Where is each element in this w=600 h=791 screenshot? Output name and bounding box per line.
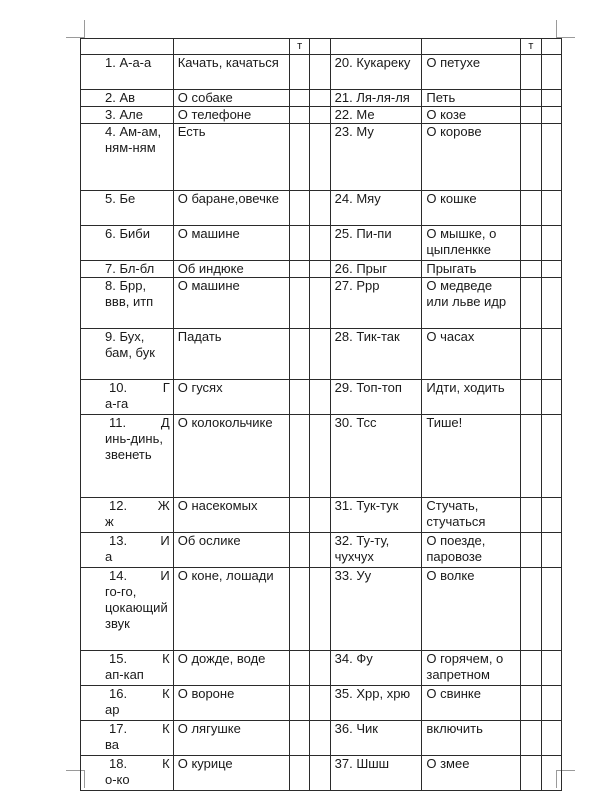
empty-cell <box>310 261 330 278</box>
table-row <box>81 124 562 191</box>
left-word-head <box>85 651 170 667</box>
table-row <box>81 226 562 261</box>
left-word-number: 10. <box>109 380 128 395</box>
left-word <box>81 568 174 651</box>
header-cell <box>330 39 422 55</box>
empty-cell <box>521 191 541 226</box>
empty-cell <box>289 498 309 533</box>
right-word: 31. Тук-тук <box>330 498 422 533</box>
empty-cell <box>310 498 330 533</box>
empty-cell <box>289 380 309 415</box>
left-word-head <box>85 721 170 737</box>
table-row <box>81 107 562 124</box>
left-meaning: О вороне <box>173 686 289 721</box>
table-row <box>81 261 562 278</box>
empty-cell <box>541 107 561 124</box>
empty-cell <box>289 329 309 380</box>
empty-cell <box>541 55 561 90</box>
left-word: 7. Бл-бл <box>81 261 174 278</box>
empty-cell <box>541 124 561 191</box>
right-meaning: О медведе или льве идр <box>422 278 521 329</box>
left-word-head <box>85 415 170 431</box>
header-mark-right: т <box>521 39 541 55</box>
right-meaning: О змее <box>422 756 521 791</box>
table-row <box>81 55 562 90</box>
empty-cell <box>289 55 309 90</box>
left-word: 3. Але <box>81 107 174 124</box>
left-meaning: О телефоне <box>173 107 289 124</box>
empty-cell <box>521 278 541 329</box>
empty-cell <box>289 721 309 756</box>
left-word-first-letter: К <box>162 756 170 771</box>
right-word: 20. Кукареку <box>330 55 422 90</box>
empty-cell <box>310 651 330 686</box>
right-word: 35. Хрр, хрю <box>330 686 422 721</box>
left-word-rest: ар <box>105 702 120 717</box>
left-meaning: Об индюке <box>173 261 289 278</box>
empty-cell <box>521 415 541 498</box>
left-word-rest: а-га <box>105 396 129 411</box>
right-meaning: О волке <box>422 568 521 651</box>
left-meaning: О баране,овечке <box>173 191 289 226</box>
left-meaning: Есть <box>173 124 289 191</box>
empty-cell <box>541 533 561 568</box>
right-meaning: О корове <box>422 124 521 191</box>
left-meaning: О насекомых <box>173 498 289 533</box>
header-cell <box>310 39 330 55</box>
empty-cell <box>541 756 561 791</box>
left-word-head <box>85 756 170 772</box>
right-word: 27. Ррр <box>330 278 422 329</box>
left-word-number: 15. <box>109 651 128 666</box>
empty-cell <box>541 90 561 107</box>
left-meaning: О дожде, воде <box>173 651 289 686</box>
left-word-number: 13. <box>109 533 128 548</box>
empty-cell <box>310 278 330 329</box>
left-word-head <box>85 533 170 549</box>
left-word-first-letter: К <box>162 686 170 701</box>
empty-cell <box>289 651 309 686</box>
left-word-first-letter: И <box>160 568 170 583</box>
empty-cell <box>521 261 541 278</box>
left-word-rest: го-го, цокающий звук <box>105 584 168 631</box>
empty-cell <box>289 278 309 329</box>
empty-cell <box>541 380 561 415</box>
left-word <box>81 498 174 533</box>
empty-cell <box>521 329 541 380</box>
left-word <box>81 380 174 415</box>
left-meaning: О машине <box>173 226 289 261</box>
empty-cell <box>289 90 309 107</box>
empty-cell <box>541 329 561 380</box>
left-word <box>81 533 174 568</box>
left-word: 5. Бе <box>81 191 174 226</box>
empty-cell <box>541 415 561 498</box>
header-cell <box>422 39 521 55</box>
left-word-head <box>85 498 170 514</box>
crop-mark-top-right <box>556 20 557 38</box>
right-word: 36. Чик <box>330 721 422 756</box>
right-word: 34. Фу <box>330 651 422 686</box>
table-row <box>81 415 562 498</box>
header-cell <box>541 39 561 55</box>
left-word-first-letter: Д <box>160 415 170 430</box>
right-meaning: О петухе <box>422 55 521 90</box>
right-meaning: О кошке <box>422 191 521 226</box>
right-word: 23. Му <box>330 124 422 191</box>
right-meaning: Идти, ходить <box>422 380 521 415</box>
left-word: 4. Ам-ам, ням-ням <box>81 124 174 191</box>
empty-cell <box>310 415 330 498</box>
empty-cell <box>521 568 541 651</box>
left-word: 9. Бух, бам, бук <box>81 329 174 380</box>
left-word: 8. Брр, ввв, итп <box>81 278 174 329</box>
table-row <box>81 686 562 721</box>
header-cell <box>173 39 289 55</box>
right-meaning: Петь <box>422 90 521 107</box>
left-word <box>81 651 174 686</box>
left-word-number: 18. <box>109 756 128 771</box>
left-word-first-letter: И <box>160 533 170 548</box>
empty-cell <box>289 533 309 568</box>
onomatopoeia-table <box>80 38 562 791</box>
table-header-row <box>81 39 562 55</box>
left-word-rest: о-ко <box>105 772 130 787</box>
empty-cell <box>521 498 541 533</box>
left-meaning: О лягушке <box>173 721 289 756</box>
right-word: 28. Тик-так <box>330 329 422 380</box>
right-word: 21. Ля-ля-ля <box>330 90 422 107</box>
empty-cell <box>521 90 541 107</box>
right-word: 26. Прыг <box>330 261 422 278</box>
table-row <box>81 329 562 380</box>
empty-cell <box>521 756 541 791</box>
empty-cell <box>541 568 561 651</box>
table-row <box>81 90 562 107</box>
left-word: 1. А-а-а <box>81 55 174 90</box>
left-meaning: Качать, качаться <box>173 55 289 90</box>
empty-cell <box>289 124 309 191</box>
empty-cell <box>521 55 541 90</box>
right-meaning: Прыгать <box>422 261 521 278</box>
left-meaning: О курице <box>173 756 289 791</box>
empty-cell <box>289 226 309 261</box>
header-mark-left: т <box>289 39 309 55</box>
right-meaning: О поезде, паровозе <box>422 533 521 568</box>
right-word: 33. Уу <box>330 568 422 651</box>
empty-cell <box>289 191 309 226</box>
right-meaning: Тише! <box>422 415 521 498</box>
empty-cell <box>310 124 330 191</box>
empty-cell <box>541 651 561 686</box>
empty-cell <box>310 686 330 721</box>
left-meaning: О собаке <box>173 90 289 107</box>
empty-cell <box>541 721 561 756</box>
left-word-number: 12. <box>109 498 128 513</box>
empty-cell <box>541 191 561 226</box>
table-row <box>81 533 562 568</box>
right-meaning: Стучать, стучаться <box>422 498 521 533</box>
empty-cell <box>289 415 309 498</box>
left-word-head <box>85 686 170 702</box>
empty-cell <box>521 686 541 721</box>
table-row <box>81 380 562 415</box>
right-word: 24. Мяу <box>330 191 422 226</box>
empty-cell <box>521 721 541 756</box>
left-meaning: О гусях <box>173 380 289 415</box>
empty-cell <box>310 721 330 756</box>
left-word-first-letter: Г <box>162 380 170 395</box>
left-word-first-letter: К <box>162 651 170 666</box>
empty-cell <box>289 261 309 278</box>
left-word-number: 16. <box>109 686 128 701</box>
table-row <box>81 498 562 533</box>
empty-cell <box>541 686 561 721</box>
left-word-rest: а <box>105 549 113 564</box>
left-word-number: 17. <box>109 721 128 736</box>
right-meaning: О горячем, о запретном <box>422 651 521 686</box>
left-word-rest: инь-динь, звенеть <box>105 431 163 462</box>
table-row <box>81 278 562 329</box>
left-meaning: О колокольчике <box>173 415 289 498</box>
left-word-rest: ап-кап <box>105 667 144 682</box>
left-word: 6. Биби <box>81 226 174 261</box>
right-meaning: включить <box>422 721 521 756</box>
right-meaning: О часах <box>422 329 521 380</box>
crop-mark-top-left <box>84 20 85 38</box>
right-word: 29. Топ-топ <box>330 380 422 415</box>
table-row <box>81 721 562 756</box>
empty-cell <box>521 651 541 686</box>
right-meaning: О свинке <box>422 686 521 721</box>
empty-cell <box>541 226 561 261</box>
empty-cell <box>521 107 541 124</box>
table-row <box>81 651 562 686</box>
left-word-first-letter: К <box>162 721 170 736</box>
left-word-first-letter: Ж <box>157 498 170 513</box>
left-word-head <box>85 568 170 584</box>
left-word-rest: ва <box>105 737 119 752</box>
empty-cell <box>521 533 541 568</box>
empty-cell <box>521 226 541 261</box>
empty-cell <box>289 756 309 791</box>
empty-cell <box>310 533 330 568</box>
empty-cell <box>541 498 561 533</box>
table-row <box>81 568 562 651</box>
empty-cell <box>289 107 309 124</box>
empty-cell <box>310 568 330 651</box>
left-word <box>81 415 174 498</box>
right-word: 22. Ме <box>330 107 422 124</box>
right-word: 30. Тсс <box>330 415 422 498</box>
right-meaning: О мышке, о цыпленкке <box>422 226 521 261</box>
left-meaning: Падать <box>173 329 289 380</box>
empty-cell <box>310 226 330 261</box>
empty-cell <box>541 261 561 278</box>
right-word: 25. Пи-пи <box>330 226 422 261</box>
left-meaning: Об ослике <box>173 533 289 568</box>
left-meaning: О коне, лошади <box>173 568 289 651</box>
left-word <box>81 756 174 791</box>
empty-cell <box>310 107 330 124</box>
empty-cell <box>289 568 309 651</box>
empty-cell <box>310 380 330 415</box>
empty-cell <box>289 686 309 721</box>
left-word <box>81 686 174 721</box>
left-word-number: 14. <box>109 568 128 583</box>
right-word: 32. Ту-ту, чухчух <box>330 533 422 568</box>
left-word: 2. Ав <box>81 90 174 107</box>
table-row <box>81 756 562 791</box>
empty-cell <box>310 90 330 107</box>
header-cell <box>81 39 174 55</box>
left-word-rest: ж <box>105 514 114 529</box>
left-word-number: 11. <box>109 415 127 430</box>
empty-cell <box>521 124 541 191</box>
left-meaning: О машине <box>173 278 289 329</box>
left-word-head <box>85 380 170 396</box>
empty-cell <box>521 380 541 415</box>
right-word: 37. Шшш <box>330 756 422 791</box>
empty-cell <box>310 191 330 226</box>
empty-cell <box>310 756 330 791</box>
empty-cell <box>310 329 330 380</box>
left-word <box>81 721 174 756</box>
empty-cell <box>310 55 330 90</box>
table-row <box>81 191 562 226</box>
empty-cell <box>541 278 561 329</box>
right-meaning: О козе <box>422 107 521 124</box>
